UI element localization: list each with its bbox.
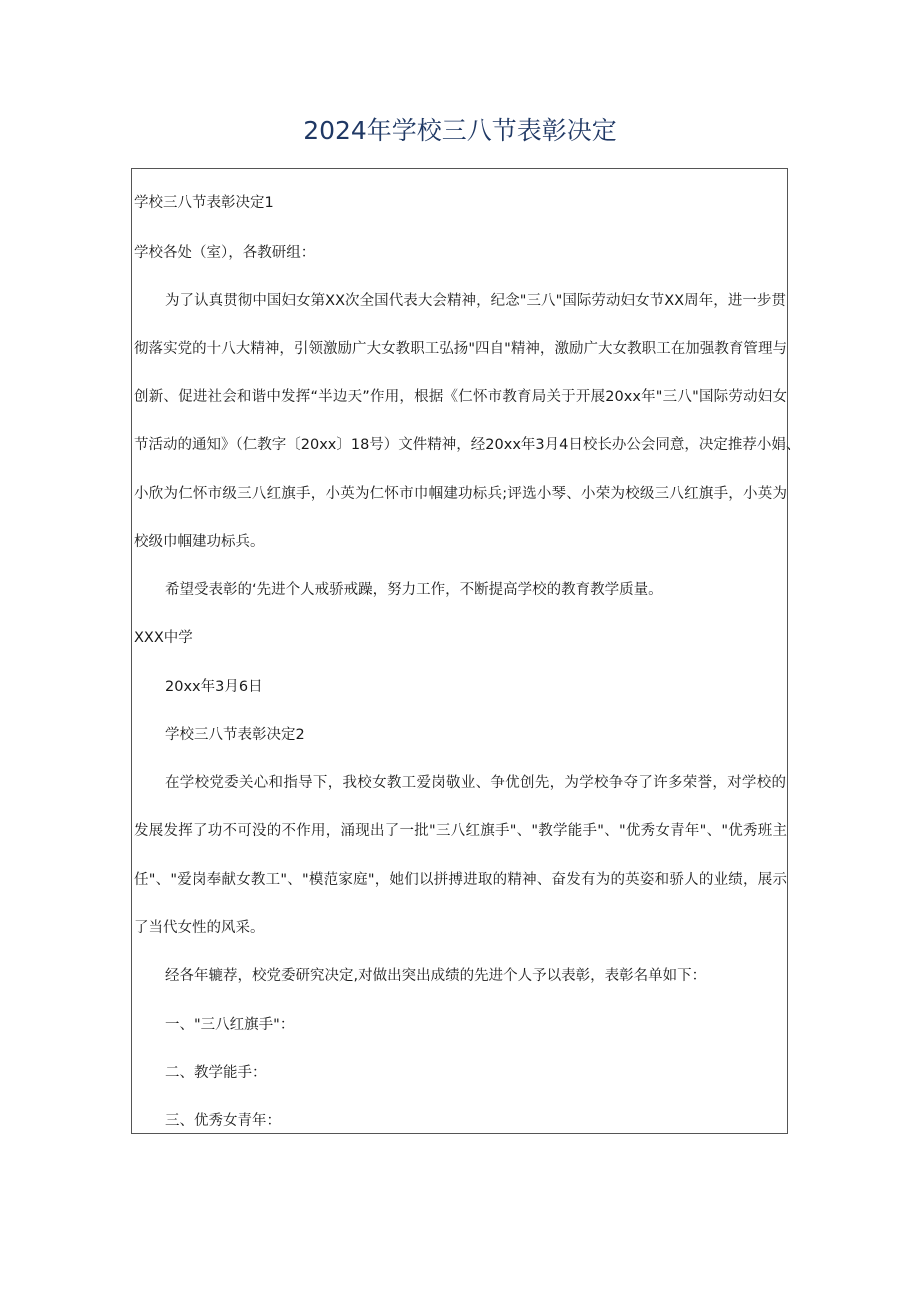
- paragraph-3-line-3: 任"、"爱岗奉献女教工"、"模范家庭"，她们以拼搏进取的精神、奋发有为的英姿和骄人的业绩，展示: [134, 872, 787, 888]
- signature: XXX中学: [134, 630, 193, 646]
- salutation: 学校各处（室），各教研组：: [134, 245, 316, 261]
- paragraph-1-line-2: 彻落实党的十八大精神，引领激励广大女教职工弘扬"四自"精神，激励广大女教职工在加强教育管理与: [134, 341, 787, 357]
- list-item: 一、"三八红旗手"：: [165, 1017, 295, 1033]
- paragraph-1-line-1: 为了认真贯彻中国妇女第XX次全国代表大会精神，纪念"三八"国际劳动妇女节XX周年，进一步贯: [165, 293, 786, 309]
- paragraph-1-line-6: 校级巾帼建功标兵。: [134, 534, 265, 550]
- list-item: 三、优秀女青年：: [165, 1113, 281, 1129]
- paragraph-1-line-5: 小欣为仁怀市级三八红旗手，小英为仁怀市巾帼建功标兵;评选小琴、小荣为校级三八红旗手，小英为: [134, 486, 787, 502]
- paragraph-2: 希望受表彰的‘先进个人戒骄戒躁，努力工作，不断提高学校的教育教学质量。: [165, 582, 663, 598]
- section-heading-1: 学校三八节表彰决定1: [134, 195, 274, 211]
- paragraph-1-line-4: 节活动的通知》（仁教字〔20xx〕18号）文件精神，经20xx年3月4日校长办公会同意，决定推荐小娟、: [134, 437, 801, 453]
- paragraph-3-line-1: 在学校党委关心和指导下，我校女教工爱岗敬业、争优创先，为学校争夺了许多荣誉，对学校的: [165, 775, 786, 791]
- paragraph-4: 经各年辘荐，校党委研究决定,对做出突出成绩的先进个人予以表彰，表彰名单如下：: [165, 968, 707, 984]
- paragraph-1-line-3: 创新、促进社会和谐中发挥“半边天”作用，根据《仁怀市教育局关于开展20xx年"三八"国际劳动妇女: [134, 389, 787, 405]
- document-title: 2024年学校三八节表彰决定: [303, 116, 617, 145]
- paragraph-3-line-2: 发展发挥了功不可没的不作用，涌现出了一批"三八红旗手"、"教学能手"、"优秀女青年"、"优秀班主: [134, 823, 787, 839]
- paragraph-3-line-4: 了当代女性的风采。: [134, 920, 265, 936]
- list-item: 二、教学能手：: [165, 1065, 267, 1081]
- date: 20xx年3月6日: [165, 679, 263, 695]
- section-heading-2: 学校三八节表彰决定2: [165, 727, 305, 743]
- document-body-box: [131, 168, 801, 1134]
